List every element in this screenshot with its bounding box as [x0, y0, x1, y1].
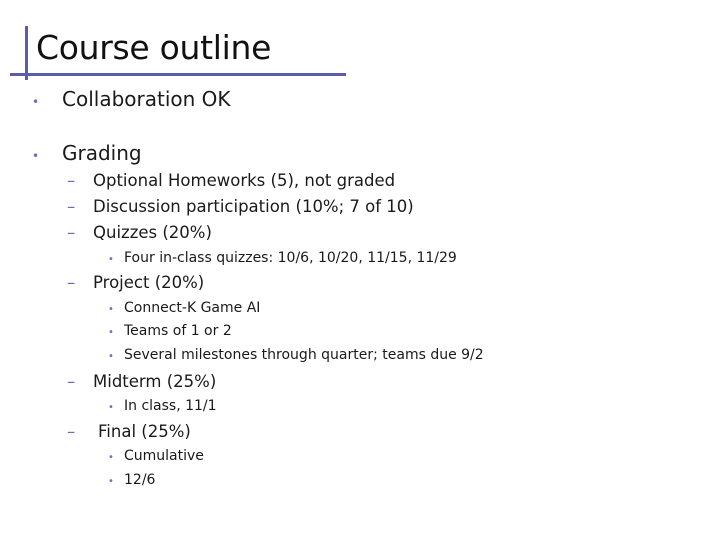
grading-item-label: Quizzes (20%)	[93, 223, 212, 242]
title-horizontal-rule	[10, 73, 346, 76]
dash-icon: –	[67, 197, 76, 216]
sub-item-label: Connect-K Game AI	[124, 300, 261, 316]
sub-item-midterm-date	[108, 398, 217, 414]
bullet-icon: •	[108, 254, 114, 265]
grading-item-label: Project (20%)	[93, 273, 205, 292]
title-vertical-rule	[25, 26, 28, 80]
sub-item-final-date	[108, 472, 155, 488]
sub-item-cumulative	[108, 448, 204, 464]
sub-item-label: Cumulative	[124, 448, 204, 464]
list-item-label: Collaboration OK	[62, 87, 231, 111]
sub-item-teams	[108, 323, 232, 339]
grading-item-label: Optional Homeworks (5), not graded	[93, 171, 396, 190]
dash-icon: –	[67, 171, 76, 190]
grading-item-final	[67, 422, 191, 441]
list-item-grading	[32, 141, 142, 165]
grading-item-label: Discussion participation (10%; 7 of 10)	[93, 197, 414, 216]
sub-item-label: Several milestones through quarter; teams due 9/2	[124, 347, 484, 363]
bullet-icon: •	[32, 149, 40, 163]
sub-item-label: 12/6	[124, 472, 156, 488]
list-item-collaboration	[32, 87, 231, 111]
grading-item-project	[67, 273, 204, 292]
bullet-icon: •	[108, 476, 114, 487]
bullet-icon: •	[108, 327, 114, 338]
grading-item-homeworks	[67, 171, 395, 190]
dash-icon: –	[67, 422, 76, 441]
bullet-icon: •	[108, 402, 114, 413]
sub-item-label: In class, 11/1	[124, 398, 217, 414]
dash-icon: –	[67, 372, 76, 391]
bullet-icon: •	[108, 304, 114, 315]
sub-item-milestones	[108, 347, 484, 363]
sub-item-connect-k	[108, 300, 260, 316]
sub-item-label: Teams of 1 or 2	[124, 323, 232, 339]
grading-item-quizzes	[67, 223, 212, 242]
sub-item-quiz-dates	[108, 250, 457, 266]
grading-item-label: Midterm (25%)	[93, 372, 217, 391]
grading-item-label: Final (25%)	[98, 422, 191, 441]
bullet-icon: •	[32, 95, 40, 109]
list-item-label: Grading	[62, 141, 142, 165]
grading-item-participation	[67, 197, 414, 216]
dash-icon: –	[67, 273, 76, 292]
bullet-icon: •	[108, 452, 114, 463]
slide-title: Course outline	[36, 28, 272, 67]
bullet-icon: •	[108, 351, 114, 362]
sub-item-label: Four in-class quizzes: 10/6, 10/20, 11/15, 11/29	[124, 250, 457, 266]
dash-icon: –	[67, 223, 76, 242]
grading-item-midterm	[67, 372, 216, 391]
